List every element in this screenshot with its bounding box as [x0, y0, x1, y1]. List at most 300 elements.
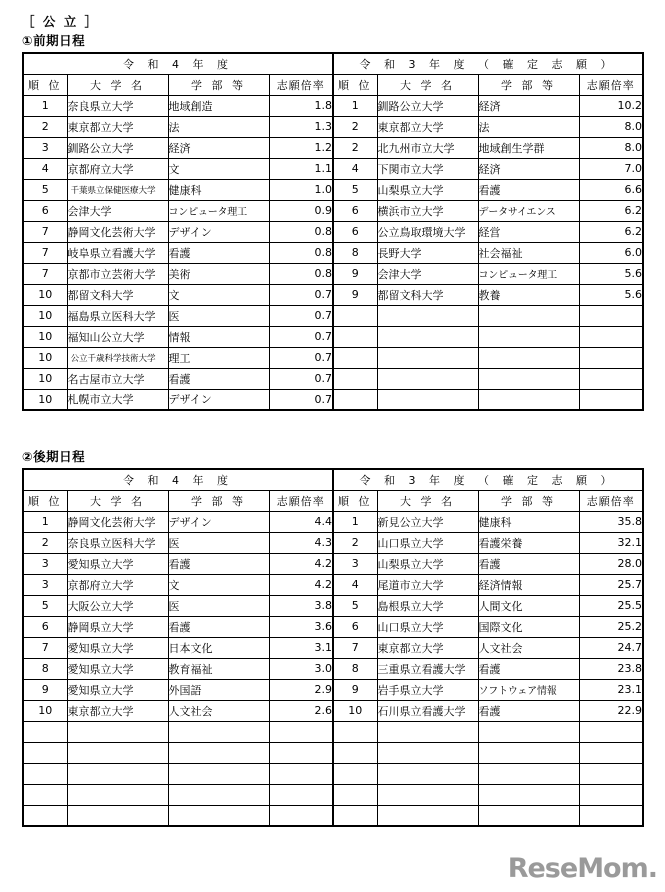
- cell-university: 名古屋市立大学: [67, 368, 168, 389]
- cell-rank: 10: [23, 700, 67, 721]
- cell-university: 岩手県立大学: [377, 679, 478, 700]
- cell-faculty: [168, 742, 269, 763]
- cell-university: 三重県立看護大学: [377, 658, 478, 679]
- cell-rank: 9: [23, 679, 67, 700]
- cell-rank: [333, 763, 377, 784]
- cell-faculty: 人間文化: [478, 595, 579, 616]
- cell-university: 会津大学: [377, 263, 478, 284]
- cell-university: [67, 721, 168, 742]
- cell-faculty: 健康科: [478, 511, 579, 532]
- cell-rate: 1.8: [269, 95, 333, 116]
- cell-rate: 6.2: [579, 221, 643, 242]
- cell-faculty: [478, 763, 579, 784]
- cell-faculty: [168, 805, 269, 826]
- cell-faculty: デザイン: [168, 221, 269, 242]
- cell-faculty: コンピュータ理工: [478, 263, 579, 284]
- cell-rank: [333, 326, 377, 347]
- cell-rate: 1.1: [269, 158, 333, 179]
- section-2-tbody: [23, 469, 643, 826]
- resemom-watermark: [508, 855, 657, 882]
- table-row: [23, 679, 643, 700]
- cell-rate: [579, 742, 643, 763]
- cell-faculty: [168, 784, 269, 805]
- cell-faculty: 経済: [168, 137, 269, 158]
- cell-rate: [579, 389, 643, 410]
- cell-university: 京都府立大学: [67, 158, 168, 179]
- cell-rank: 10: [23, 284, 67, 305]
- cell-faculty: データサイエンス: [478, 200, 579, 221]
- cell-rate: 8.0: [579, 137, 643, 158]
- column-header-university: 大 学 名: [377, 490, 478, 511]
- table-row: [23, 595, 643, 616]
- cell-rate: [579, 721, 643, 742]
- cell-university: 北九州市立大学: [377, 137, 478, 158]
- cell-rank: [23, 784, 67, 805]
- cell-rank: [23, 742, 67, 763]
- cell-rank: 5: [333, 595, 377, 616]
- cell-rank: 2: [23, 116, 67, 137]
- cell-university: 福知山公立大学: [67, 326, 168, 347]
- column-header-faculty: 学 部 等: [168, 490, 269, 511]
- cell-faculty: [478, 347, 579, 368]
- cell-faculty: 看護栄養: [478, 532, 579, 553]
- cell-university: [377, 763, 478, 784]
- cell-rate: 24.7: [579, 637, 643, 658]
- column-header-university: 大 学 名: [67, 74, 168, 95]
- cell-faculty: 社会福祉: [478, 242, 579, 263]
- cell-rate: 0.7: [269, 389, 333, 410]
- cell-rate: 28.0: [579, 553, 643, 574]
- year-header-left: 令 和 4 年 度: [23, 469, 333, 490]
- cell-faculty: [168, 721, 269, 742]
- cell-university: 山口県立大学: [377, 532, 478, 553]
- cell-faculty: 人文社会: [168, 700, 269, 721]
- cell-rate: 6.6: [579, 179, 643, 200]
- cell-rate: 23.8: [579, 658, 643, 679]
- cell-rate: [579, 326, 643, 347]
- cell-faculty: [478, 305, 579, 326]
- cell-rate: 5.6: [579, 263, 643, 284]
- cell-university: 東京都立大学: [377, 637, 478, 658]
- cell-rank: 6: [23, 200, 67, 221]
- cell-rate: [269, 805, 333, 826]
- cell-faculty: [478, 326, 579, 347]
- cell-faculty: [168, 763, 269, 784]
- cell-university: 東京都立大学: [67, 116, 168, 137]
- cell-faculty: 法: [168, 116, 269, 137]
- cell-faculty: 教養: [478, 284, 579, 305]
- cell-rank: [333, 368, 377, 389]
- cell-faculty: 健康科: [168, 179, 269, 200]
- category-label: ［ 公 立 ］: [22, 14, 100, 29]
- table-row: [23, 658, 643, 679]
- cell-university: 愛知県立大学: [67, 679, 168, 700]
- table-row: [23, 637, 643, 658]
- cell-university: 長野大学: [377, 242, 478, 263]
- cell-rate: 0.8: [269, 221, 333, 242]
- cell-rate: 4.2: [269, 553, 333, 574]
- year-header-left: 令 和 4 年 度: [23, 53, 333, 74]
- cell-university: 会津大学: [67, 200, 168, 221]
- cell-university: 釧路公立大学: [67, 137, 168, 158]
- section-1-table-wrapper: [22, 52, 643, 411]
- cell-university: [67, 805, 168, 826]
- cell-university: 岐阜県立看護大学: [67, 242, 168, 263]
- cell-university: 都留文科大学: [377, 284, 478, 305]
- column-header-rank: 順 位: [23, 74, 67, 95]
- cell-university: 尾道市立大学: [377, 574, 478, 595]
- cell-rate: 6.0: [579, 242, 643, 263]
- cell-rate: 0.7: [269, 305, 333, 326]
- cell-rank: 2: [23, 532, 67, 553]
- cell-rank: 6: [333, 616, 377, 637]
- cell-rank: 7: [23, 221, 67, 242]
- cell-faculty: 経済: [478, 158, 579, 179]
- cell-university: 釧路公立大学: [377, 95, 478, 116]
- column-header-rank: 順 位: [23, 490, 67, 511]
- cell-faculty: [478, 721, 579, 742]
- cell-rank: [333, 805, 377, 826]
- cell-faculty: デザイン: [168, 511, 269, 532]
- cell-rate: [269, 721, 333, 742]
- cell-rank: [333, 305, 377, 326]
- cell-rate: 7.0: [579, 158, 643, 179]
- cell-university: 大阪公立大学: [67, 595, 168, 616]
- column-header-rate: 志願倍率: [579, 74, 643, 95]
- cell-rate: [269, 742, 333, 763]
- column-header-rate: 志願倍率: [269, 74, 333, 95]
- cell-rate: 3.0: [269, 658, 333, 679]
- table-row: [23, 200, 643, 221]
- cell-rank: 1: [23, 511, 67, 532]
- cell-faculty: 看護: [478, 179, 579, 200]
- cell-university: [377, 742, 478, 763]
- cell-university: 東京都立大学: [377, 116, 478, 137]
- cell-rate: [579, 784, 643, 805]
- cell-university: 静岡文化芸術大学: [67, 221, 168, 242]
- cell-rate: 35.8: [579, 511, 643, 532]
- cell-rate: 25.7: [579, 574, 643, 595]
- cell-faculty: 経済情報: [478, 574, 579, 595]
- column-header-faculty: 学 部 等: [168, 74, 269, 95]
- cell-rate: [579, 347, 643, 368]
- cell-university: 札幌市立大学: [67, 389, 168, 410]
- cell-rank: 2: [333, 532, 377, 553]
- cell-rate: 1.3: [269, 116, 333, 137]
- section-2-title: ②後期日程: [22, 449, 86, 465]
- section-gap: [0, 411, 665, 447]
- cell-rate: 3.1: [269, 637, 333, 658]
- cell-rate: 0.8: [269, 263, 333, 284]
- cell-university: 山梨県立大学: [377, 553, 478, 574]
- cell-rank: [333, 721, 377, 742]
- column-header-rank: 順 位: [333, 74, 377, 95]
- column-header-faculty: 学 部 等: [478, 74, 579, 95]
- cell-rank: [23, 763, 67, 784]
- cell-faculty: 看護: [478, 700, 579, 721]
- section-1-table: [22, 52, 644, 411]
- column-header-faculty: 学 部 等: [478, 490, 579, 511]
- column-header-rate: 志願倍率: [269, 490, 333, 511]
- cell-rank: 7: [23, 263, 67, 284]
- table-row: [23, 347, 643, 368]
- cell-university: [67, 742, 168, 763]
- cell-rate: [579, 805, 643, 826]
- cell-rank: 1: [333, 511, 377, 532]
- cell-university: [377, 805, 478, 826]
- cell-rank: 9: [333, 679, 377, 700]
- cell-faculty: 医: [168, 532, 269, 553]
- cell-university: 愛知県立大学: [67, 637, 168, 658]
- cell-university: [377, 368, 478, 389]
- section-1-title: ①前期日程: [22, 32, 86, 48]
- cell-rank: 6: [333, 200, 377, 221]
- cell-university: [377, 721, 478, 742]
- cell-rank: 4: [333, 574, 377, 595]
- section-2-table: [22, 468, 644, 827]
- cell-faculty: 理工: [168, 347, 269, 368]
- cell-rate: 0.7: [269, 326, 333, 347]
- cell-faculty: デザイン: [168, 389, 269, 410]
- cell-rank: 8: [23, 658, 67, 679]
- cell-rank: 5: [333, 179, 377, 200]
- cell-rank: 3: [333, 553, 377, 574]
- cell-faculty: 法: [478, 116, 579, 137]
- cell-faculty: 国際文化: [478, 616, 579, 637]
- cell-university: 京都市立芸術大学: [67, 263, 168, 284]
- table-row: [23, 284, 643, 305]
- cell-faculty: 経営: [478, 221, 579, 242]
- cell-faculty: [478, 784, 579, 805]
- cell-faculty: 看護: [478, 658, 579, 679]
- cell-rank: 9: [333, 263, 377, 284]
- year-header-row: [23, 53, 643, 74]
- table-row: [23, 511, 643, 532]
- table-row: [23, 263, 643, 284]
- cell-rate: 6.2: [579, 200, 643, 221]
- cell-faculty: 看護: [168, 368, 269, 389]
- cell-rank: 4: [23, 158, 67, 179]
- cell-rank: 1: [333, 95, 377, 116]
- cell-rank: 10: [333, 700, 377, 721]
- cell-university: [67, 784, 168, 805]
- cell-rate: 5.6: [579, 284, 643, 305]
- cell-university: 公立千歳科学技術大学: [67, 347, 168, 368]
- section-1-tbody: [23, 53, 643, 410]
- cell-rank: [333, 784, 377, 805]
- cell-faculty: 医: [168, 305, 269, 326]
- cell-rank: 10: [23, 368, 67, 389]
- cell-rank: 4: [333, 158, 377, 179]
- cell-faculty: 看護: [478, 553, 579, 574]
- cell-rate: 25.2: [579, 616, 643, 637]
- cell-rate: 2.9: [269, 679, 333, 700]
- cell-faculty: 美術: [168, 263, 269, 284]
- cell-rate: 10.2: [579, 95, 643, 116]
- column-header-rank: 順 位: [333, 490, 377, 511]
- cell-rate: 1.0: [269, 179, 333, 200]
- cell-rank: 3: [23, 574, 67, 595]
- cell-rate: 25.5: [579, 595, 643, 616]
- cell-rate: 32.1: [579, 532, 643, 553]
- cell-faculty: 文: [168, 158, 269, 179]
- cell-university: 横浜市立大学: [377, 200, 478, 221]
- cell-university: 東京都立大学: [67, 700, 168, 721]
- cell-rate: 8.0: [579, 116, 643, 137]
- table-row: [23, 742, 643, 763]
- cell-university: 下関市立大学: [377, 158, 478, 179]
- table-row: [23, 242, 643, 263]
- cell-faculty: 教育福祉: [168, 658, 269, 679]
- cell-faculty: 日本文化: [168, 637, 269, 658]
- cell-faculty: [478, 368, 579, 389]
- cell-university: 静岡文化芸術大学: [67, 511, 168, 532]
- cell-university: 石川県立看護大学: [377, 700, 478, 721]
- cell-university: 愛知県立大学: [67, 658, 168, 679]
- table-row: [23, 368, 643, 389]
- cell-university: [377, 305, 478, 326]
- cell-university: 都留文科大学: [67, 284, 168, 305]
- cell-faculty: 看護: [168, 616, 269, 637]
- table-row: [23, 179, 643, 200]
- cell-faculty: 文: [168, 574, 269, 595]
- cell-rank: [23, 721, 67, 742]
- cell-faculty: [478, 742, 579, 763]
- cell-rate: 22.9: [579, 700, 643, 721]
- cell-rate: [579, 368, 643, 389]
- cell-faculty: 文: [168, 284, 269, 305]
- cell-university: 島根県立大学: [377, 595, 478, 616]
- cell-rank: 10: [23, 347, 67, 368]
- cell-rank: 5: [23, 179, 67, 200]
- column-header-rate: 志願倍率: [579, 490, 643, 511]
- year-header-row: [23, 469, 643, 490]
- cell-rank: 7: [333, 637, 377, 658]
- table-row: [23, 700, 643, 721]
- year-header-right: 令 和 3 年 度 （ 確 定 志 願 ）: [333, 469, 643, 490]
- cell-rank: 3: [23, 137, 67, 158]
- table-row: [23, 326, 643, 347]
- cell-faculty: 地域創生学群: [478, 137, 579, 158]
- cell-rate: 3.6: [269, 616, 333, 637]
- table-row: [23, 137, 643, 158]
- cell-rate: 0.7: [269, 347, 333, 368]
- table-row: [23, 532, 643, 553]
- cell-rate: [269, 784, 333, 805]
- cell-faculty: 経済: [478, 95, 579, 116]
- year-header-right: 令 和 3 年 度 （ 確 定 志 願 ）: [333, 53, 643, 74]
- cell-rank: 6: [333, 221, 377, 242]
- table-row: [23, 784, 643, 805]
- cell-rank: [333, 347, 377, 368]
- table-row: [23, 158, 643, 179]
- cell-rate: 2.6: [269, 700, 333, 721]
- cell-rank: [333, 389, 377, 410]
- cell-university: 奈良県立医科大学: [67, 532, 168, 553]
- cell-faculty: 地域創造: [168, 95, 269, 116]
- cell-rank: 5: [23, 595, 67, 616]
- cell-rank: 3: [23, 553, 67, 574]
- cell-faculty: 医: [168, 595, 269, 616]
- table-row: [23, 763, 643, 784]
- cell-university: 千葉県立保健医療大学: [67, 179, 168, 200]
- table-row: [23, 305, 643, 326]
- cell-rate: 1.2: [269, 137, 333, 158]
- cell-faculty: ソフトウェア情報: [478, 679, 579, 700]
- cell-rate: 0.7: [269, 284, 333, 305]
- cell-rate: 23.1: [579, 679, 643, 700]
- cell-university: 山口県立大学: [377, 616, 478, 637]
- cell-faculty: 看護: [168, 553, 269, 574]
- section-2-table-wrapper: [22, 468, 643, 827]
- cell-university: 静岡県立大学: [67, 616, 168, 637]
- cell-university: 愛知県立大学: [67, 553, 168, 574]
- cell-university: [377, 784, 478, 805]
- cell-rate: 0.7: [269, 368, 333, 389]
- cell-rank: 6: [23, 616, 67, 637]
- cell-faculty: 外国語: [168, 679, 269, 700]
- cell-rate: 4.2: [269, 574, 333, 595]
- cell-rate: 4.3: [269, 532, 333, 553]
- cell-university: [67, 763, 168, 784]
- cell-university: 京都府立大学: [67, 574, 168, 595]
- cell-rank: [333, 742, 377, 763]
- cell-rank: 7: [23, 637, 67, 658]
- cell-rank: 2: [333, 116, 377, 137]
- cell-rate: 3.8: [269, 595, 333, 616]
- cell-rank: 8: [333, 242, 377, 263]
- cell-university: 福島県立医科大学: [67, 305, 168, 326]
- cell-rate: [579, 763, 643, 784]
- cell-faculty: 人文社会: [478, 637, 579, 658]
- cell-university: [377, 326, 478, 347]
- cell-university: 新見公立大学: [377, 511, 478, 532]
- table-row: [23, 389, 643, 410]
- cell-rank: 1: [23, 95, 67, 116]
- column-header-university: 大 学 名: [377, 74, 478, 95]
- cell-rate: 0.8: [269, 242, 333, 263]
- cell-rate: [579, 305, 643, 326]
- cell-university: 公立鳥取環境大学: [377, 221, 478, 242]
- cell-faculty: コンピュータ理工: [168, 200, 269, 221]
- table-row: [23, 95, 643, 116]
- cell-rate: 0.9: [269, 200, 333, 221]
- cell-rank: 8: [333, 658, 377, 679]
- column-header-row: [23, 74, 643, 95]
- table-row: [23, 553, 643, 574]
- cell-rank: 10: [23, 326, 67, 347]
- cell-rank: 10: [23, 389, 67, 410]
- cell-rank: 10: [23, 305, 67, 326]
- table-row: [23, 616, 643, 637]
- cell-university: [377, 389, 478, 410]
- cell-faculty: [478, 805, 579, 826]
- table-row: [23, 721, 643, 742]
- cell-rank: 9: [333, 284, 377, 305]
- cell-rate: 4.4: [269, 511, 333, 532]
- table-row: [23, 574, 643, 595]
- watermark-text: ReseMom.: [507, 853, 657, 884]
- cell-university: 奈良県立大学: [67, 95, 168, 116]
- cell-rate: [269, 763, 333, 784]
- cell-rank: 7: [23, 242, 67, 263]
- cell-faculty: 情報: [168, 326, 269, 347]
- cell-rank: 2: [333, 137, 377, 158]
- cell-faculty: 看護: [168, 242, 269, 263]
- cell-rank: [23, 805, 67, 826]
- cell-faculty: [478, 389, 579, 410]
- table-row: [23, 116, 643, 137]
